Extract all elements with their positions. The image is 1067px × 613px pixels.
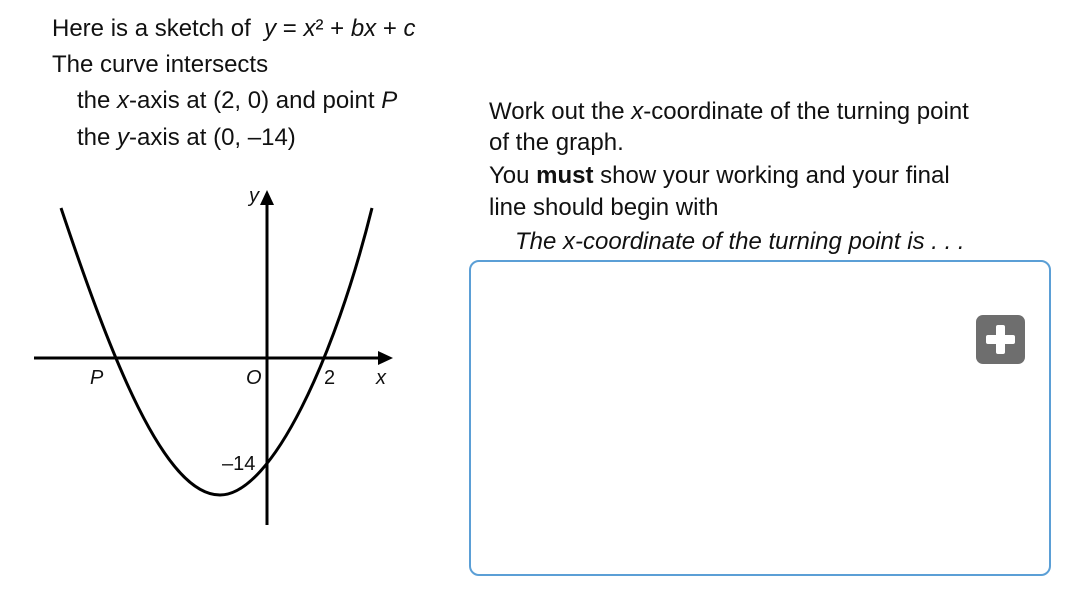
x-intercept-2-label: 2 xyxy=(324,367,336,389)
question-line-2: The curve intersects xyxy=(52,51,269,78)
y-axis-arrow xyxy=(260,190,274,205)
answer-box[interactable] xyxy=(469,260,1051,576)
task-line-5: The x-coordinate of the turning point is . . . xyxy=(515,228,965,255)
task-line-3: You must show your working and your final xyxy=(489,162,950,189)
x-axis-arrow xyxy=(378,351,393,365)
y-axis-label: y xyxy=(249,185,259,207)
task-line-2: of the graph. xyxy=(489,129,624,156)
point-p-label: P xyxy=(90,367,104,389)
parabola-curve xyxy=(61,208,372,495)
question-line-3: the x-axis at (2, 0) and point P xyxy=(77,87,398,114)
task-line-1: Work out the x-coordinate of the turning point xyxy=(489,98,969,125)
question-line-1: Here is a sketch of y = x² + bx + c xyxy=(52,15,416,42)
y-intercept-label: –14 xyxy=(222,453,256,475)
x-axis-label: x xyxy=(376,367,386,389)
plus-icon[interactable] xyxy=(976,315,1025,364)
task-line-4: line should begin with xyxy=(489,194,719,221)
question-line-4: the y-axis at (0, –14) xyxy=(77,124,296,151)
origin-label: O xyxy=(246,367,262,389)
parabola-sketch xyxy=(30,180,400,540)
